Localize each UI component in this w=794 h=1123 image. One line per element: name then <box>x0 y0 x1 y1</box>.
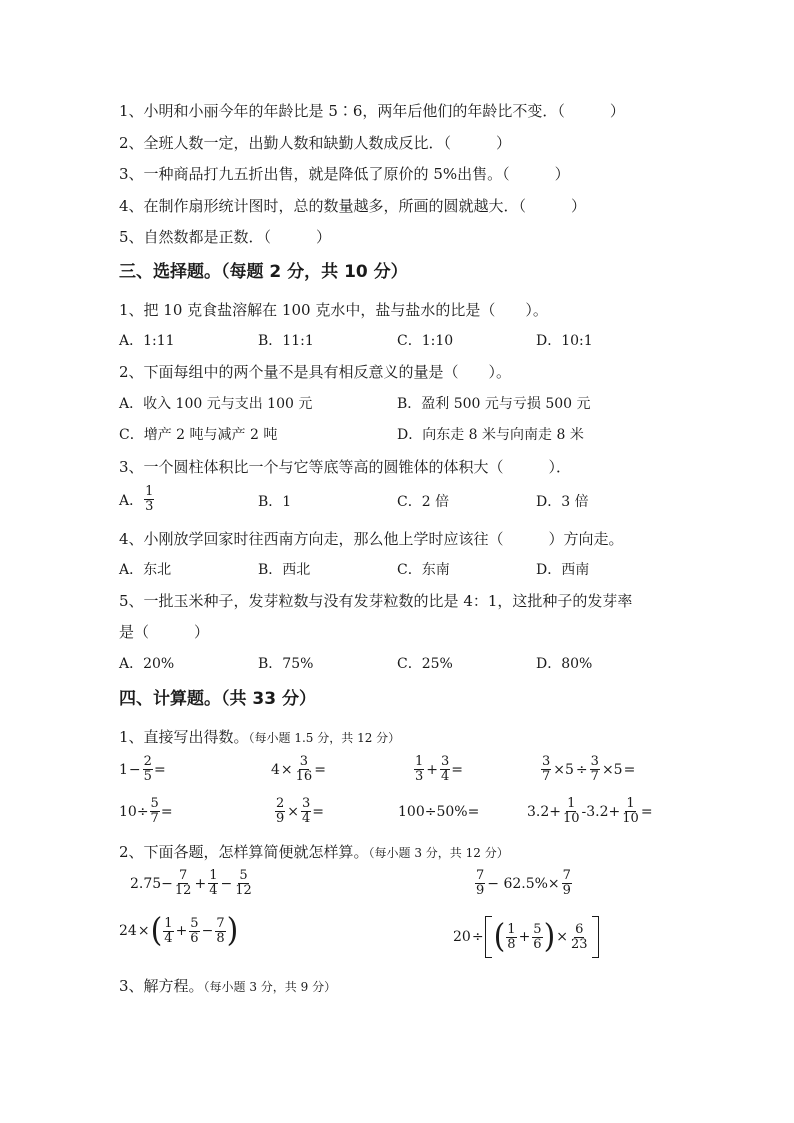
calc-q3-heading <box>119 976 336 997</box>
choice-q2: 2、下面每组中的两个量不是具有相反意义的量是（ ）。 <box>119 363 512 381</box>
expr-5: 10÷ $\frac{5}{7}$ = <box>119 796 173 826</box>
fraction: $\frac{1}{8}$ <box>507 921 516 952</box>
choice-q3-b: B．1 <box>258 494 292 510</box>
right-bracket <box>592 916 599 958</box>
choice-q4-d: D．西南 <box>536 562 590 578</box>
choice-q3-d: D．3 倍 <box>536 494 589 510</box>
fraction: $\frac{5}{6}$ <box>533 921 542 952</box>
left-paren: ( <box>493 917 506 956</box>
expr-8: 3.2+ $\frac{1}{10}$ -3.2+ $\frac{1}{10}$ = <box>527 796 653 826</box>
calc-q1-heading <box>119 727 400 748</box>
fraction: $\frac{5}{12}$ <box>235 868 252 898</box>
expr-1: 1 − $\frac{2}{5}$ = <box>119 754 166 784</box>
expr-6: $\frac{2}{9}$ × $\frac{3}{4}$ = <box>276 796 325 826</box>
judgement-item-1: 1、小明和小丽今年的年龄比是 5∶6，两年后他们的年龄比不变．（ ） <box>119 102 625 120</box>
choice-q1: 1、把 10 克食盐溶解在 100 克水中，盐与盐水的比是（ ）。 <box>119 301 548 319</box>
fraction: $\frac{1}{3}$ <box>415 754 424 784</box>
calc-q1-note: （每小题 1.5 分，共 12 分） <box>248 731 401 745</box>
expr-7: 100÷50%= <box>398 804 480 820</box>
choice-q5-line2: 是（ ） <box>119 623 210 641</box>
expr-3: $\frac{1}{3}$ + $\frac{3}{4}$ = <box>415 754 464 784</box>
choice-q1-d: D．10:1 <box>536 333 593 349</box>
fraction: $\frac{3}{7}$ <box>590 754 599 784</box>
calc-q2-text: 2、下面各题，怎样算简便就怎样算。 <box>119 843 369 861</box>
judgement-item-4: 4、在制作扇形统计图时，总的数量越多，所画的圆就越大．（ ） <box>119 197 587 215</box>
expr-10: $\frac{7}{9}$ − 62.5%× $\frac{7}{9}$ <box>476 868 571 898</box>
fraction: $\frac{1}{10}$ <box>622 796 639 826</box>
fraction: $\frac{3}{16}$ <box>295 754 313 784</box>
fraction: $\frac{3}{4}$ <box>441 754 450 784</box>
fraction: $\frac{5}{6}$ <box>190 915 199 946</box>
fraction: $\frac{2}{5}$ <box>143 754 152 784</box>
choice-q5-line1: 5、一批玉米种子，发芽粒数与没有发芽粒数的比是 4：1，这批种子的发芽率 <box>119 592 633 610</box>
fraction: $\frac{7}{8}$ <box>216 915 225 946</box>
expr-9: 2.75− $\frac{7}{12}$ + $\frac{1}{4}$ − $\frac{5}{12}$ <box>130 868 252 898</box>
fraction: $\frac{3}{4}$ <box>302 796 311 826</box>
choice-q2-b: B．盈利 500 元与亏损 500 元 <box>397 396 591 412</box>
choice-q3: 3、一个圆柱体积比一个与它等底等高的圆锥体的体积大（ ）． <box>119 458 572 476</box>
expr-12: 20 ÷ ( $\frac{1}{8}$ + $\frac{5}{6}$ ) × $\frac{6}{23}$ <box>453 916 599 958</box>
judgement-item-5: 5、自然数都是正数．（ ） <box>119 228 332 246</box>
fraction: $\frac{5}{7}$ <box>150 796 159 826</box>
fraction: $\frac{6}{23}$ <box>571 921 588 952</box>
choice-q2-a: A．收入 100 元与支出 100 元 <box>119 396 313 412</box>
calc-q2-heading <box>119 842 509 863</box>
right-paren: ) <box>543 917 556 956</box>
choice-q1-c: C．1:10 <box>397 333 454 349</box>
choice-q4-c: C．东南 <box>397 562 450 578</box>
choice-q3-a <box>119 485 155 514</box>
choice-q5-d: D．80% <box>536 656 593 672</box>
choice-q3-c: C．2 倍 <box>397 494 450 510</box>
fraction: $\frac{1}{10}$ <box>563 796 580 826</box>
choice-q2-d: D．向东走 8 米与向南走 8 米 <box>397 427 584 443</box>
calc-q3-text: 3、解方程。 <box>119 977 204 995</box>
fraction: $\frac{7}{9}$ <box>562 868 571 898</box>
expr-4: $\frac{3}{7}$ ×5 ÷ $\frac{3}{7}$ ×5 = <box>542 754 636 784</box>
calc-q2-note: （每小题 3 分，共 12 分） <box>368 846 509 860</box>
left-bracket <box>485 916 492 958</box>
fraction: $\frac{7}{9}$ <box>476 868 485 898</box>
choice-q5-c: C．25% <box>397 656 453 672</box>
choice-q1-a: A．1:11 <box>119 333 175 349</box>
choice-q2-c: C．增产 2 吨与减产 2 吨 <box>119 427 278 443</box>
judgement-item-3: 3、一种商品打九五折出售，就是降低了原价的 5%出售。（ ） <box>119 165 570 183</box>
fraction: $\frac{1}{4}$ <box>209 868 218 898</box>
left-paren: ( <box>150 911 163 950</box>
section-3-title: 三、选择题。（每题 2 分，共 10 分） <box>119 262 408 282</box>
choice-q4-b: B．西北 <box>258 562 311 578</box>
choice-q1-b: B．11:1 <box>258 333 314 349</box>
calc-q3-note: （每小题 3 分，共 9 分） <box>203 980 337 994</box>
fraction: $\frac{1}{3}$ <box>145 484 154 514</box>
choice-q4-a: A．东北 <box>119 562 172 578</box>
fraction: $\frac{2}{9}$ <box>276 796 285 826</box>
judgement-item-2: 2、全班人数一定，出勤人数和缺勤人数成反比．（ ） <box>119 134 512 152</box>
section-4-title: 四、计算题。（共 33 分） <box>119 689 316 709</box>
choice-q5-b: B．75% <box>258 656 314 672</box>
choice-q3-a-prefix: A． <box>119 492 144 509</box>
calc-q1-text: 1、直接写出得数。 <box>119 728 249 746</box>
fraction: $\frac{1}{4}$ <box>164 915 173 946</box>
choice-q4: 4、小刚放学回家时往西南方向走，那么他上学时应该往（ ）方向走。 <box>119 530 624 548</box>
right-paren: ) <box>226 911 239 950</box>
fraction: $\frac{3}{7}$ <box>542 754 551 784</box>
fraction: $\frac{7}{12}$ <box>174 868 192 898</box>
expr-11: 24 × ( $\frac{1}{4}$ + $\frac{5}{6}$ − $\frac{7}{8}$ ) <box>119 911 239 950</box>
expr-2: 4 × $\frac{3}{16}$ = <box>271 754 326 784</box>
choice-q5-a: A．20% <box>119 656 175 672</box>
